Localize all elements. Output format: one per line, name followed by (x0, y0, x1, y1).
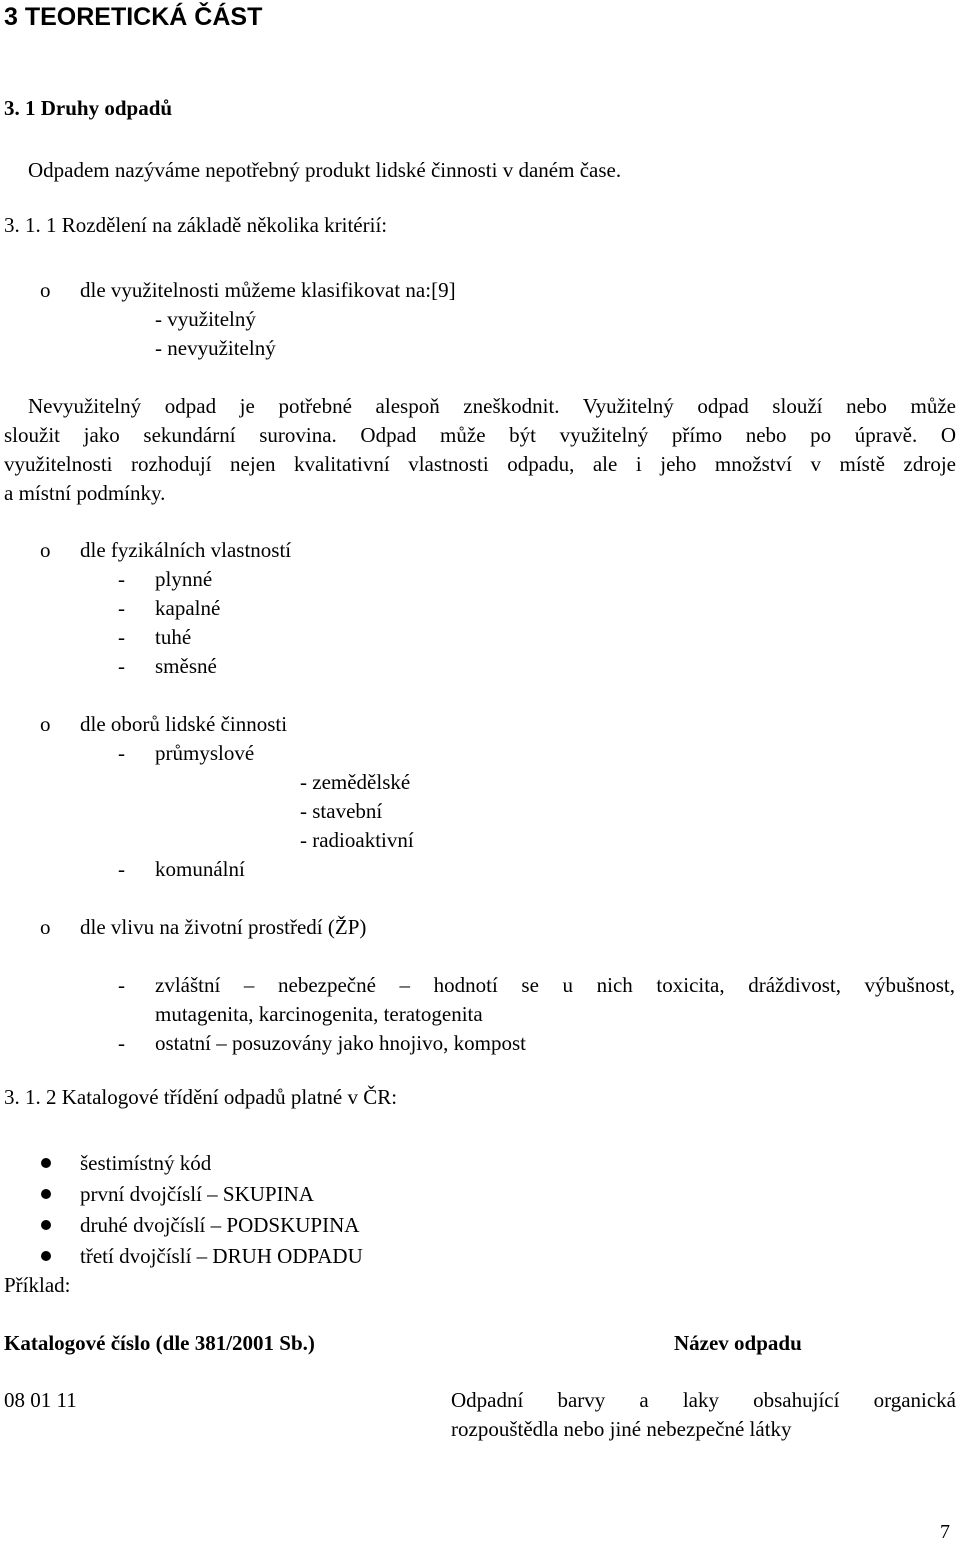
criterion-label: dle fyzikálních vlastností (80, 538, 292, 562)
list-dash: - (118, 625, 125, 649)
bullet-disc-icon (41, 1189, 51, 1199)
list-item: průmyslové (155, 741, 255, 765)
section-title: 3. 1 Druhy odpadů (4, 96, 173, 120)
paragraph-line: využitelnosti rozhodují nejen kvalitativní vlastnosti odpadu, ale i jeho množství v místě zdroje (4, 452, 956, 476)
list-bullet: o (40, 915, 51, 939)
list-item: komunální (155, 857, 245, 881)
criterion-label: dle vlivu na životní prostředí (ŽP) (80, 915, 367, 939)
page-number: 7 (940, 1521, 950, 1543)
table-header-name: Název odpadu (674, 1331, 802, 1355)
list-bullet: o (40, 712, 51, 736)
list-dash: - (118, 1031, 125, 1055)
list-item: plynné (155, 567, 213, 591)
list-dash: - (118, 857, 125, 881)
list-dash: - (118, 741, 125, 765)
table-cell-code: 08 01 11 (4, 1388, 77, 1412)
list-item: ostatní – posuzovány jako hnojivo, kompost (155, 1031, 526, 1055)
list-item: směsné (155, 654, 217, 678)
list-item-continuation: mutagenita, karcinogenita, teratogenita (155, 1002, 483, 1026)
bullet-disc-icon (41, 1158, 51, 1168)
criterion-label: dle oborů lidské činnosti (80, 712, 288, 736)
paragraph-line: Nevyužitelný odpad je potřebné alespoň zneškodnit. Využitelný odpad slouží nebo může (28, 394, 956, 418)
subsection-title: 3. 1. 2 Katalogové třídění odpadů platné v ČR: (4, 1085, 398, 1109)
chapter-title: 3 TEORETICKÁ ČÁST (4, 3, 263, 31)
list-item: - zemědělské (300, 770, 411, 794)
subsection-title: 3. 1. 1 Rozdělení na základě několika kritérií: (4, 213, 388, 237)
list-item: - radioaktivní (300, 828, 414, 852)
list-item: první dvojčíslí – SKUPINA (80, 1182, 314, 1206)
list-item: - nevyužitelný (155, 336, 276, 360)
paragraph-line: sloužit jako sekundární surovina. Odpad může být využitelný přímo nebo po úpravě. O (4, 423, 956, 447)
bullet-disc-icon (41, 1220, 51, 1230)
list-item: tuhé (155, 625, 192, 649)
list-bullet: o (40, 278, 51, 302)
list-dash: - (118, 596, 125, 620)
list-item: druhé dvojčíslí – PODSKUPINA (80, 1213, 360, 1237)
list-bullet: o (40, 538, 51, 562)
list-item: třetí dvojčíslí – DRUH ODPADU (80, 1244, 363, 1268)
table-cell-name-continuation: rozpouštědla nebo jiné nebezpečné látky (451, 1417, 792, 1441)
list-dash: - (118, 567, 125, 591)
list-item: kapalné (155, 596, 221, 620)
list-item: šestimístný kód (80, 1151, 212, 1175)
example-label: Příklad: (4, 1273, 71, 1297)
list-dash: - (118, 973, 125, 997)
paragraph-line: a místní podmínky. (4, 481, 166, 505)
table-cell-name: Odpadní barvy a laky obsahující organická (451, 1388, 956, 1412)
list-dash: - (118, 654, 125, 678)
bullet-disc-icon (41, 1251, 51, 1261)
list-item: - stavební (300, 799, 383, 823)
section-intro: Odpadem nazýváme nepotřebný produkt lidské činnosti v daném čase. (28, 158, 622, 182)
list-item: - využitelný (155, 307, 256, 331)
criterion-label: dle využitelnosti můžeme klasifikovat na:[9] (80, 278, 456, 302)
table-header-code: Katalogové číslo (dle 381/2001 Sb.) (4, 1331, 315, 1355)
list-item: zvláštní – nebezpečné – hodnotí se u nich toxicita, dráždivost, výbušnost, (155, 973, 955, 997)
